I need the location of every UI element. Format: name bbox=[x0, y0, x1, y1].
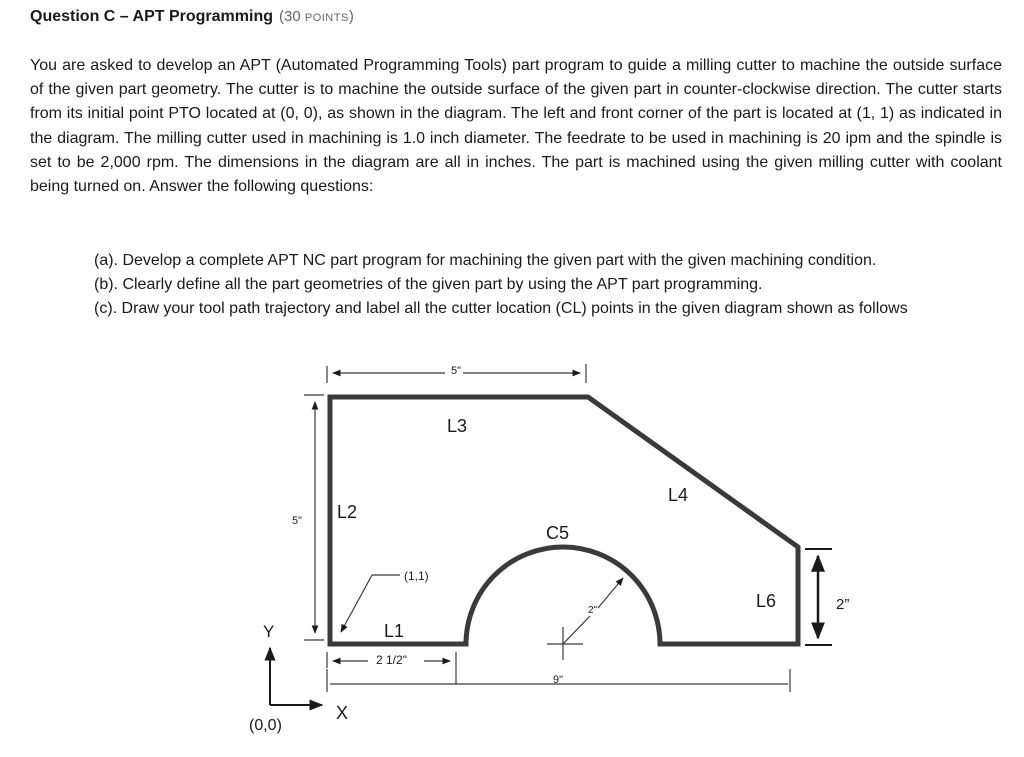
left-dimension bbox=[304, 395, 324, 640]
label-c5: C5 bbox=[546, 523, 570, 543]
question-body: You are asked to develop an APT (Automated Programming Tools) part program to guide a milling cutter to machine the outside surface of the given part geometry. The cutter is to machine the outside surface of the given part in counter-clockwise direction. The cutter starts from its initial point PTO located at (0, 0), as shown in the diagram. The left and front corner of the part is located at (1, 1) as indicated in the diagram. The milling cutter used in machining is 1.0 inch diameter. The feedrate to be used in machining is 20 ipm and the spindle is set to be 2,000 rpm. The dimensions in the diagram are all in inches. The part is machined using the given milling cutter with coolant being turned on. Answer the following questions: bbox=[30, 57, 1002, 196]
right-dimension bbox=[805, 549, 832, 645]
question-title-text: Question C – APT Programming bbox=[30, 8, 273, 25]
part-outline bbox=[330, 397, 798, 644]
points-open: (30 bbox=[279, 8, 305, 25]
sub-question-b: (b). Clearly define all the part geometries of the given part by using the APT part programming. bbox=[94, 276, 763, 294]
radius-label: 2" bbox=[588, 605, 598, 616]
top-dimension-label: 5" bbox=[451, 365, 462, 377]
label-l6: L6 bbox=[756, 591, 777, 611]
arc-center-mark bbox=[547, 578, 623, 660]
label-l1: L1 bbox=[384, 621, 405, 641]
right-dimension-label: 2” bbox=[836, 596, 850, 613]
label-l2: L2 bbox=[337, 502, 358, 522]
origin-label: (0,0) bbox=[249, 717, 282, 734]
axis-y-label: Y bbox=[263, 622, 275, 641]
sub-question-a: (a). Develop a complete APT NC part program for machining the given part with the given machining condition. bbox=[94, 252, 877, 269]
bottom-dimension-label: 9" bbox=[553, 674, 564, 686]
points-close: ) bbox=[348, 8, 354, 25]
sub-question-c: (c). Draw your tool path trajectory and label all the cutter location (CL) points in the given diagram shown as follows bbox=[94, 300, 908, 318]
axes bbox=[270, 648, 322, 705]
label-l3: L3 bbox=[447, 416, 468, 436]
points-word: POINTS bbox=[304, 12, 349, 24]
corner-label: (1,1) bbox=[404, 569, 429, 583]
l1-dimension-label: 2 1/2" bbox=[376, 653, 407, 667]
label-l4: L4 bbox=[668, 485, 689, 505]
axis-x-label: X bbox=[336, 703, 349, 723]
left-dimension-label: 5" bbox=[292, 515, 303, 527]
